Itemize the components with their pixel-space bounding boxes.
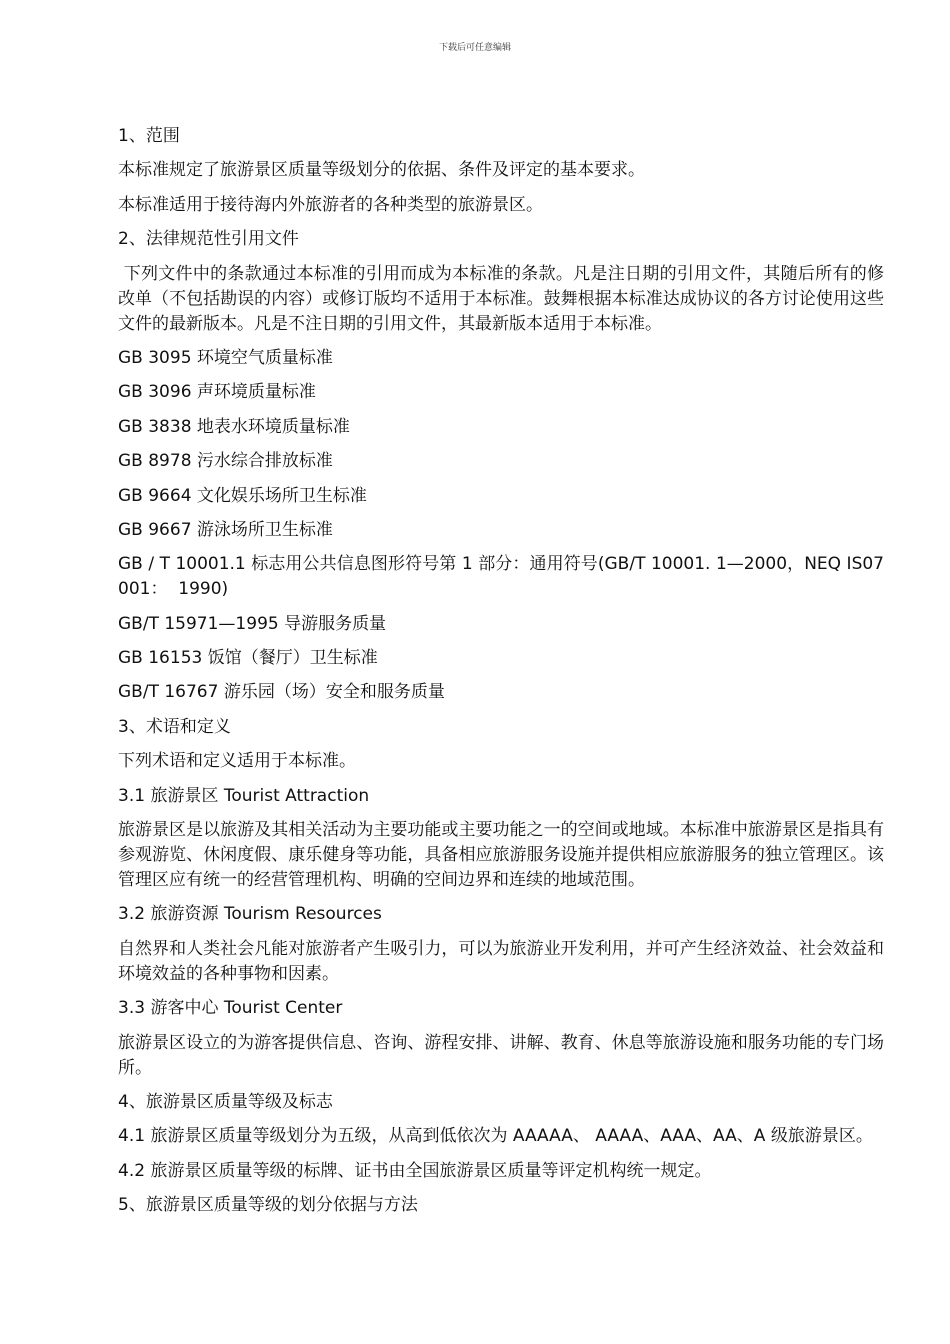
term-definition: 自然界和人类社会凡能对旅游者产生吸引力，可以为旅游业开发利用，并可产生经济效益、社会效益和环境效益的各种事物和因素。 [118,938,884,984]
reference-item: GB 3838 地表水环境质量标准 [118,416,350,437]
reference-item: GB/T 15971—1995 导游服务质量 [118,613,387,634]
paragraph: 下列文件中的条款通过本标准的引用而成为本标准的条款。凡是注日期的引用文件，其随后所有的修改单（不包括勘误的内容）或修订版均不适用于本标准。鼓舞根据本标准达成协议的各方讨论使用这些文件的最新版本。凡是不注日期的引用文件，其最新版本适用于本标准。 [118,263,885,334]
section-heading-scope: 1、范围 [118,126,180,146]
reference-item: GB 8978 污水综合排放标准 [118,451,333,472]
section-heading-grades: 4、旅游景区质量等级及标志 [118,1091,333,1112]
reference-item: GB 3096 声环境质量标准 [118,382,316,403]
reference-item: GB/T 16767 游乐园（场）安全和服务质量 [118,682,445,703]
section-heading-method: 5、旅游景区质量等级的划分依据与方法 [118,1195,418,1216]
reference-item: GB 9664 文化娱乐场所卫生标准 [118,485,367,506]
paragraph: 4.1 旅游景区质量等级划分为五级，从高到低依次为 AAAAA、 AAAA、AAA、AA、A 级旅游景区。 [118,1126,873,1147]
reference-item: GB 9667 游泳场所卫生标准 [118,519,333,540]
document-body [118,124,884,1228]
section-heading-references: 2、法律规范性引用文件 [118,229,299,250]
paragraph: 本标准适用于接待海内外旅游者的各种类型的旅游景区。 [118,194,543,215]
term-heading: 3.3 游客中心 Tourist Center [118,998,343,1019]
term-heading: 3.2 旅游资源 Tourism Resources [118,904,382,925]
section-heading-terms: 3、术语和定义 [118,716,231,737]
paragraph: 下列术语和定义适用于本标准。 [118,751,356,772]
term-definition: 旅游景区是以旅游及其相关活动为主要功能或主要功能之一的空间或地域。本标准中旅游景区是指具有参观游览、休闲度假、康乐健身等功能，具备相应旅游服务设施并提供相应旅游服务的独立管理区。该管理区应有统一的经营管理机构、明确的空间边界和连续的地域范围。 [118,820,884,891]
page-header: 下载后可任意编辑 [438,43,511,53]
term-heading: 3.1 旅游景区 Tourist Attraction [118,785,370,806]
paragraph: 本标准规定了旅游景区质量等级划分的依据、条件及评定的基本要求。 [118,160,645,181]
term-definition: 旅游景区设立的为游客提供信息、咨询、游程安排、讲解、教育、休息等旅游设施和服务功能的专门场所。 [118,1032,884,1078]
reference-item: GB 3095 环境空气质量标准 [118,347,333,368]
reference-item: GB / T 10001.1 标志用公共信息图形符号第 1 部分：通用符号(GB/T 10001. 1—2000，NEQ IS07001： 1990) [118,554,884,600]
paragraph: 4.2 旅游景区质量等级的标牌、证书由全国旅游景区质量等评定机构统一规定。 [118,1160,712,1181]
reference-item: GB 16153 饭馆（餐厅）卫生标准 [118,648,378,669]
